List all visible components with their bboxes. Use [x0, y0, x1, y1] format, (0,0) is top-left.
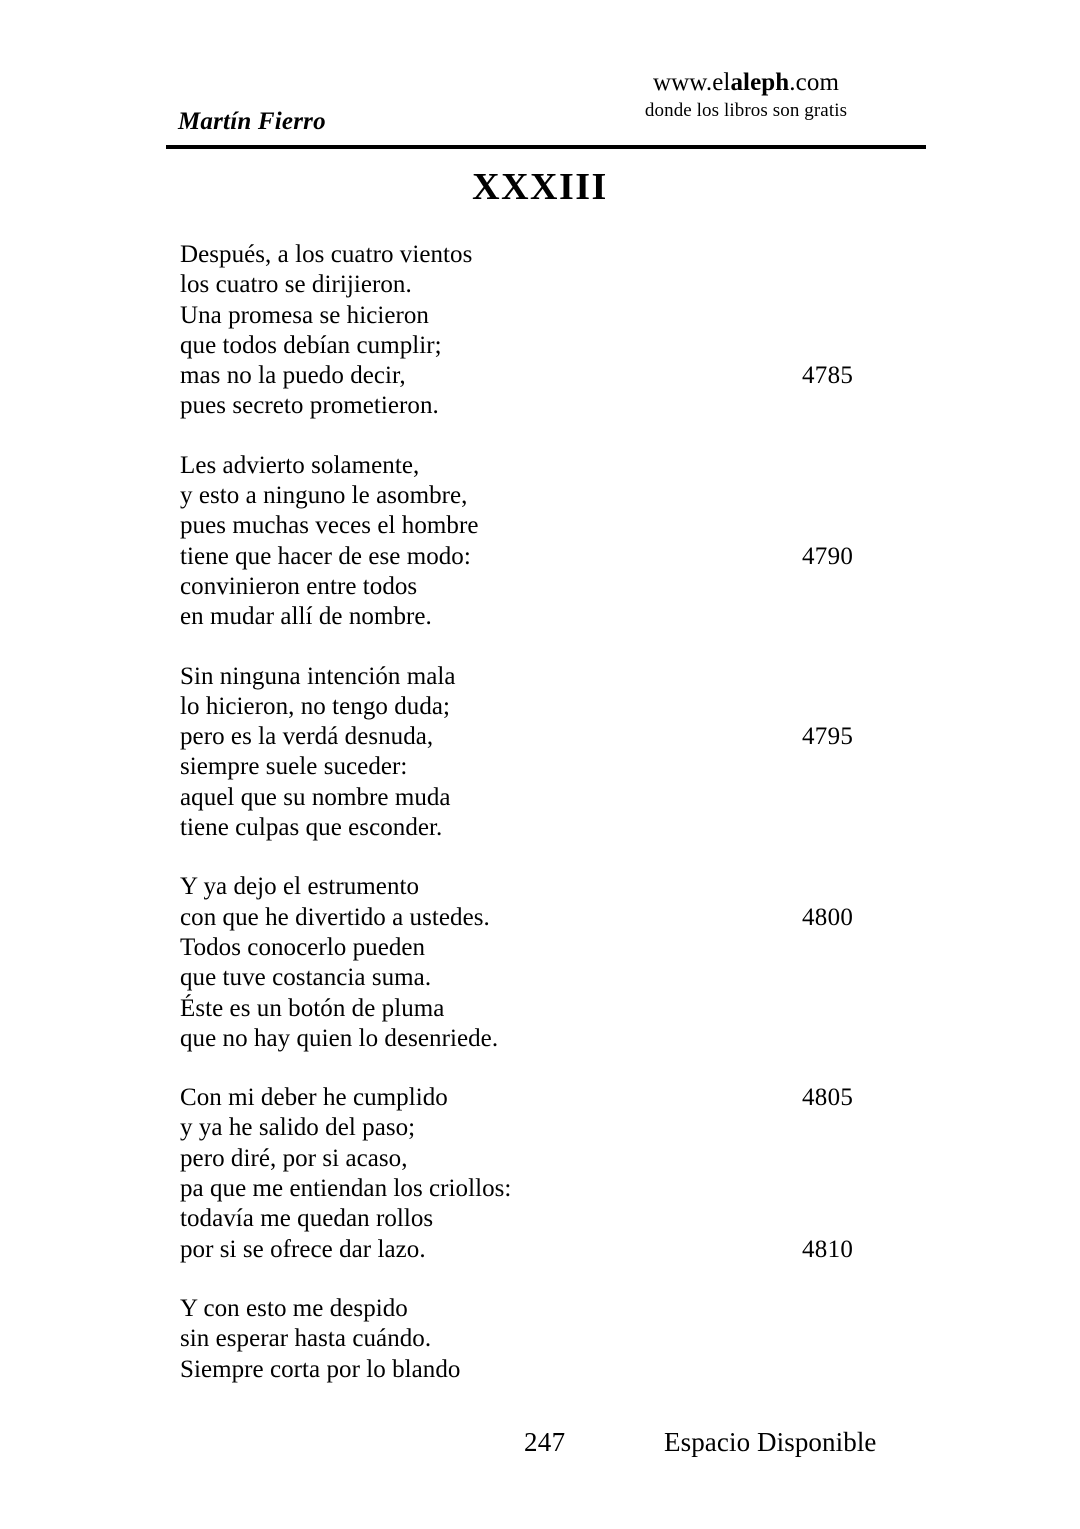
verse-text: tiene culpas que esconder. — [180, 814, 443, 842]
footer-page-number: 247 — [524, 1427, 566, 1457]
book-title: Martín Fierro — [178, 108, 326, 135]
poem-verse — [180, 813, 880, 843]
poem-stanza — [180, 1083, 880, 1265]
footer-note: Espacio Disponible — [664, 1427, 877, 1457]
chapter-title: XXXIII — [472, 166, 608, 208]
verse-text: pero diré, por si acaso, — [180, 1144, 408, 1172]
poem-verse — [180, 542, 880, 572]
poem-verse — [180, 1294, 880, 1324]
header-divider-rule — [166, 145, 926, 149]
poem-verse — [180, 240, 880, 270]
poem-verse — [180, 361, 880, 391]
verse-line-number: 4810 — [802, 1235, 854, 1263]
verse-text: sin esperar hasta cuándo. — [180, 1325, 432, 1353]
poem-verse — [180, 1144, 880, 1174]
publisher-tagline: donde los libros son gratis — [644, 100, 848, 121]
poem-verse — [180, 692, 880, 722]
poem-verse — [180, 1174, 880, 1204]
verse-line-number: 4795 — [802, 723, 854, 751]
verse-text: Y con esto me despido — [180, 1294, 408, 1322]
verse-text: en mudar allí de nombre. — [180, 603, 432, 631]
poem-verse — [180, 1204, 880, 1234]
verse-text: aquel que su nombre muda — [180, 783, 451, 811]
page-footer — [0, 1424, 1080, 1464]
poem-verse — [180, 331, 880, 361]
poem-verse — [180, 872, 880, 902]
poem-verse — [180, 722, 880, 752]
poem-verse — [180, 1113, 880, 1143]
verse-text: Siempre corta por lo blando — [180, 1355, 461, 1383]
poem-verse — [180, 933, 880, 963]
verse-text: pa que me entiendan los criollos: — [180, 1175, 512, 1203]
verse-text: Les advierto solamente, — [180, 451, 420, 479]
poem-verse — [180, 572, 880, 602]
poem-stanza — [180, 240, 880, 422]
verse-text: Con mi deber he cumplido — [180, 1084, 448, 1112]
poem-body — [180, 240, 880, 1414]
verse-text: que tuve costancia suma. — [180, 964, 432, 992]
poem-verse — [180, 1235, 880, 1265]
poem-verse — [180, 783, 880, 813]
verse-text: siempre suele suceder: — [180, 753, 408, 781]
poem-stanza — [180, 872, 880, 1054]
verse-text: Y ya dejo el estrumento — [180, 873, 420, 901]
poem-verse — [180, 451, 880, 481]
poem-verse — [180, 963, 880, 993]
poem-verse — [180, 602, 880, 632]
poem-verse — [180, 270, 880, 300]
poem-verse — [180, 481, 880, 511]
verse-line-number: 4790 — [802, 542, 854, 570]
verse-text: mas no la puedo decir, — [180, 362, 406, 390]
poem-stanza — [180, 451, 880, 633]
verse-text: Éste es un botón de pluma — [180, 994, 445, 1022]
poem-verse — [180, 1355, 880, 1385]
verse-text: Una promesa se hicieron — [180, 301, 429, 329]
poem-verse — [180, 1083, 880, 1113]
verse-text: Todos conocerlo pueden — [180, 933, 426, 961]
verse-text: los cuatro se dirijieron. — [180, 271, 412, 299]
poem-verse — [180, 301, 880, 331]
verse-line-number: 4800 — [802, 903, 854, 931]
poem-verse — [180, 1324, 880, 1354]
verse-text: por si se ofrece dar lazo. — [180, 1235, 426, 1263]
verse-text: Después, a los cuatro vientos — [180, 241, 473, 268]
verse-text: y esto a ninguno le asombre, — [180, 482, 468, 510]
verse-text: que no hay quien lo desenriede. — [180, 1024, 499, 1052]
site-url-brand: aleph — [730, 69, 790, 96]
publisher-site-url — [596, 68, 896, 98]
poem-verse — [180, 903, 880, 933]
verse-line-number: 4785 — [802, 362, 854, 390]
poem-verse — [180, 511, 880, 541]
poem-stanza — [180, 662, 880, 844]
site-url-suffix: .com — [789, 69, 839, 96]
verse-text: Sin ninguna intención mala — [180, 662, 456, 690]
verse-text: y ya he salido del paso; — [180, 1114, 416, 1142]
verse-line-number: 4805 — [802, 1084, 854, 1112]
verse-text: pues muchas veces el hombre — [180, 512, 479, 540]
verse-text: que todos debían cumplir; — [180, 331, 442, 359]
verse-text: pero es la verdá desnuda, — [180, 723, 434, 751]
running-header — [166, 68, 926, 138]
poem-verse — [180, 662, 880, 692]
poem-verse — [180, 391, 880, 421]
verse-text: todavía me quedan rollos — [180, 1205, 434, 1233]
publisher-block — [596, 68, 896, 124]
verse-text: con que he divertido a ustedes. — [180, 903, 490, 931]
poem-verse — [180, 994, 880, 1024]
verse-text: lo hicieron, no tengo duda; — [180, 692, 451, 720]
verse-text: tiene que hacer de ese modo: — [180, 542, 471, 570]
site-url-prefix: www.el — [653, 69, 731, 96]
poem-verse — [180, 752, 880, 782]
poem-verse — [180, 1024, 880, 1054]
verse-text: pues secreto prometieron. — [180, 392, 439, 420]
poem-stanza — [180, 1294, 880, 1385]
verse-text: convinieron entre todos — [180, 572, 418, 600]
